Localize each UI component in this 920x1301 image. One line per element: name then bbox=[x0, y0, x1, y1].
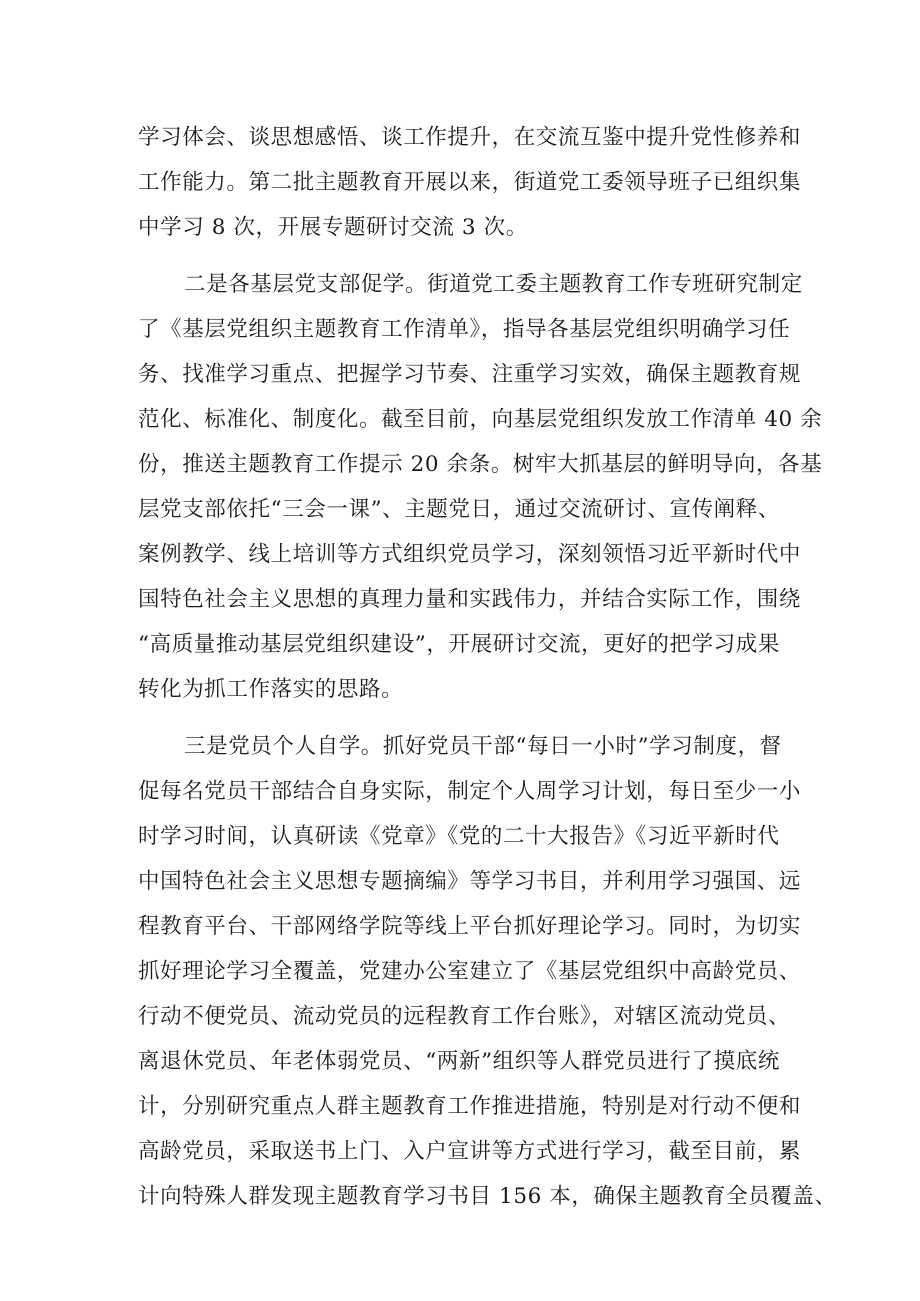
text-line: 计向特殊人群发现主题教育学习书目 156 本，确保主题教育全员覆盖、 bbox=[138, 1184, 837, 1209]
paragraph bbox=[138, 724, 837, 1219]
text-line: 学习体会、谈思想感悟、谈工作提升，在交流互鉴中提升党性修养和 bbox=[138, 125, 802, 150]
text-line: 份，推送主题教育工作提示 20 余条。树牢大抓基层的鲜明导向，各基 bbox=[138, 452, 823, 477]
text-line: 时学习时间，认真研读《党章》《党的二十大报告》《习近平新时代 bbox=[138, 824, 780, 849]
paragraph-gap bbox=[138, 712, 798, 724]
paragraph bbox=[138, 262, 823, 712]
text-line: 国特色社会主义思想的真理力量和实践伟力，并结合实际工作，围绕 bbox=[138, 587, 802, 612]
paragraph-gap bbox=[138, 250, 798, 262]
text-line: 范化、标准化、制度化。截至目前，向基层党组织发放工作清单 40 余 bbox=[138, 407, 823, 432]
text-line: 层党支部依托“三会一课”、主题党日，通过交流研讨、宣传阐释、 bbox=[138, 497, 780, 522]
document-body bbox=[138, 115, 837, 1219]
text-line: 高龄党员，采取送书上门、入户宣讲等方式进行学习，截至目前，累 bbox=[138, 1139, 802, 1164]
text-line: 促每名党员干部结合自身实际，制定个人周学习计划，每日至少一小 bbox=[138, 779, 802, 804]
text-line: 工作能力。第二批主题教育开展以来，街道党工委领导班子已组织集 bbox=[138, 170, 802, 195]
text-line: 三是党员个人自学。抓好党员干部“每日一小时”学习制度，督 bbox=[184, 734, 782, 759]
text-line: 二是各基层党支部促学。街道党工委主题教育工作专班研究制定 bbox=[184, 272, 803, 297]
text-line: 中学习 8 次，开展专题研讨交流 3 次。 bbox=[138, 215, 528, 240]
text-line: 行动不便党员、流动党员的远程教育工作台账》，对辖区流动党员、 bbox=[138, 1004, 791, 1029]
text-line: 了《基层党组织主题教育工作清单》，指导各基层党组织明确学习任 bbox=[138, 317, 791, 342]
text-line: 计，分别研究重点人群主题教育工作推进措施，特别是对行动不便和 bbox=[138, 1094, 802, 1119]
text-line: 离退休党员、年老体弱党员、“两新”组织等人群党员进行了摸底统 bbox=[138, 1049, 780, 1074]
paragraph bbox=[138, 115, 802, 250]
text-line: 案例教学、线上培训等方式组织党员学习，深刻领悟习近平新时代中 bbox=[138, 542, 802, 567]
text-line: “高质量推动基层党组织建设”，开展研讨交流，更好的把学习成果 bbox=[138, 632, 780, 657]
text-line: 抓好理论学习全覆盖，党建办公室建立了《基层党组织中高龄党员、 bbox=[138, 959, 802, 984]
text-line: 中国特色社会主义思想专题摘编》等学习书目，并利用学习强国、远 bbox=[138, 869, 802, 894]
text-line: 转化为抓工作落实的思路。 bbox=[138, 677, 404, 702]
text-line: 务、找准学习重点、把握学习节奏、注重学习实效，确保主题教育规 bbox=[138, 362, 802, 387]
text-line: 程教育平台、干部网络学院等线上平台抓好理论学习。同时，为切实 bbox=[138, 914, 802, 939]
